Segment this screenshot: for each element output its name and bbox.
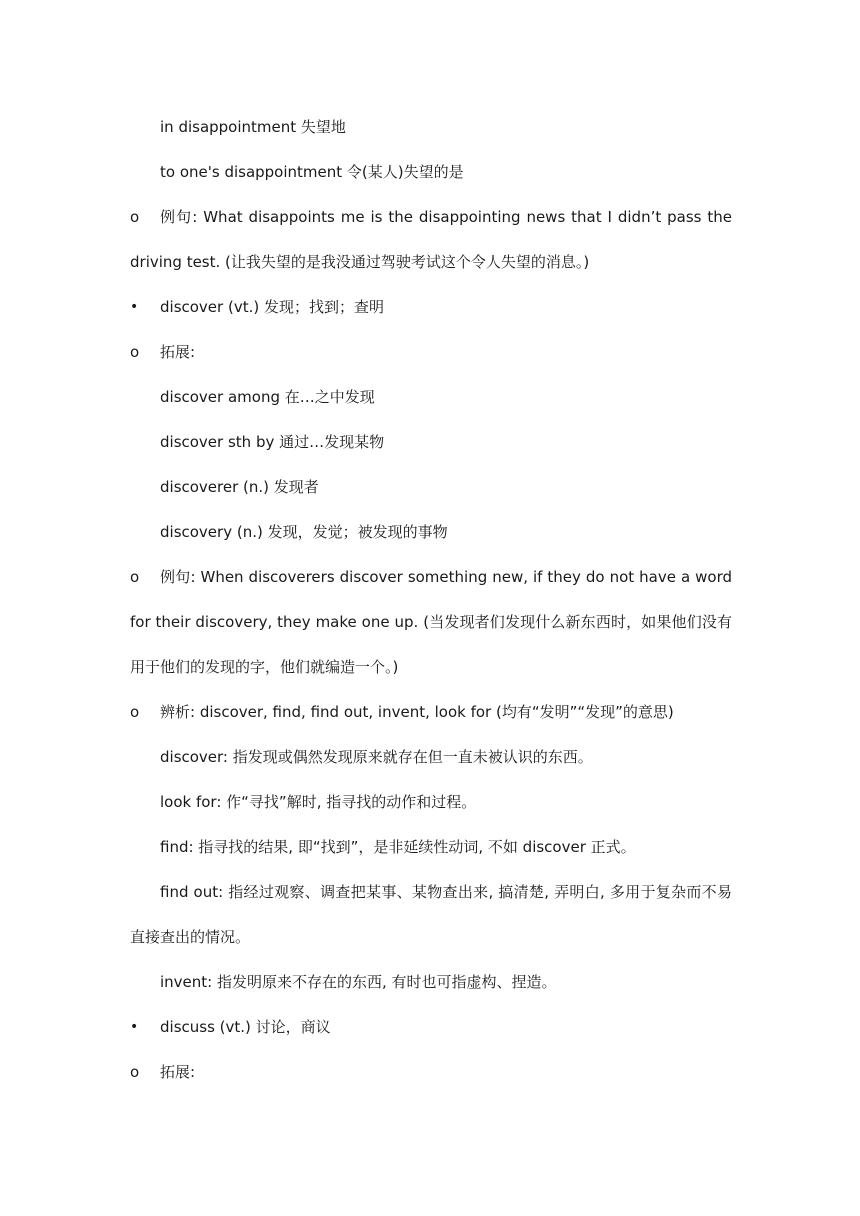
text-line: 直接查出的情况。 xyxy=(130,928,251,946)
text-line: 例句: What disappoints me is the disappointing news that I didn’t pass the xyxy=(160,208,732,226)
sub-marker: o xyxy=(130,703,140,721)
text-line: invent: 指发明原来不存在的东西, 有时也可指虚构、捏造。 xyxy=(160,973,557,991)
text-line: for their discovery, they make one up. (当发现者们发现什么新东西时，如果他们没有 xyxy=(130,613,732,631)
text-line: 拓展: xyxy=(160,343,196,361)
text-line: driving test. (让我失望的是我没通过驾驶考试这个令人失望的消息。) xyxy=(130,253,590,271)
text-line: 拓展: xyxy=(160,1063,196,1081)
text-line: look for: 作“寻找”解时, 指寻找的动作和过程。 xyxy=(160,793,477,811)
sub-marker: o xyxy=(130,208,140,226)
text-line: 用于他们的发现的字，他们就编造一个。) xyxy=(130,658,399,676)
bullet-marker: • xyxy=(130,1019,139,1035)
text-line: to one's disappointment 令(某人)失望的是 xyxy=(160,163,464,181)
text-line: discovery (n.) 发现，发觉；被发现的事物 xyxy=(160,523,448,541)
text-line: discover among 在…之中发现 xyxy=(160,388,375,406)
text-line: find out: 指经过观察、调查把某事、某物查出来, 搞清楚, 弄明白, 多用于复杂而不易 xyxy=(160,883,732,901)
text-line: discover: 指发现或偶然发现原来就存在但一直未被认识的东西。 xyxy=(160,748,593,766)
text-line: 例句: When discoverers discover something new, if they do not have a word xyxy=(160,568,732,586)
text-line: find: 指寻找的结果, 即“找到”，是非延续性动词, 不如 discover 正式。 xyxy=(160,838,636,856)
sub-marker: o xyxy=(130,1063,140,1081)
text-line: discuss (vt.) 讨论，商议 xyxy=(160,1018,331,1036)
text-line: discover sth by 通过…发现某物 xyxy=(160,433,385,451)
text-line: in disappointment 失望地 xyxy=(160,118,346,136)
text-line: discoverer (n.) 发现者 xyxy=(160,478,319,496)
text-line: discover (vt.) 发现；找到；查明 xyxy=(160,298,384,316)
bullet-marker: • xyxy=(130,299,139,315)
text-line: 辨析: discover, find, find out, invent, look for (均有“发明”“发现”的意思) xyxy=(160,703,674,721)
sub-marker: o xyxy=(130,568,140,586)
sub-marker: o xyxy=(130,343,140,361)
